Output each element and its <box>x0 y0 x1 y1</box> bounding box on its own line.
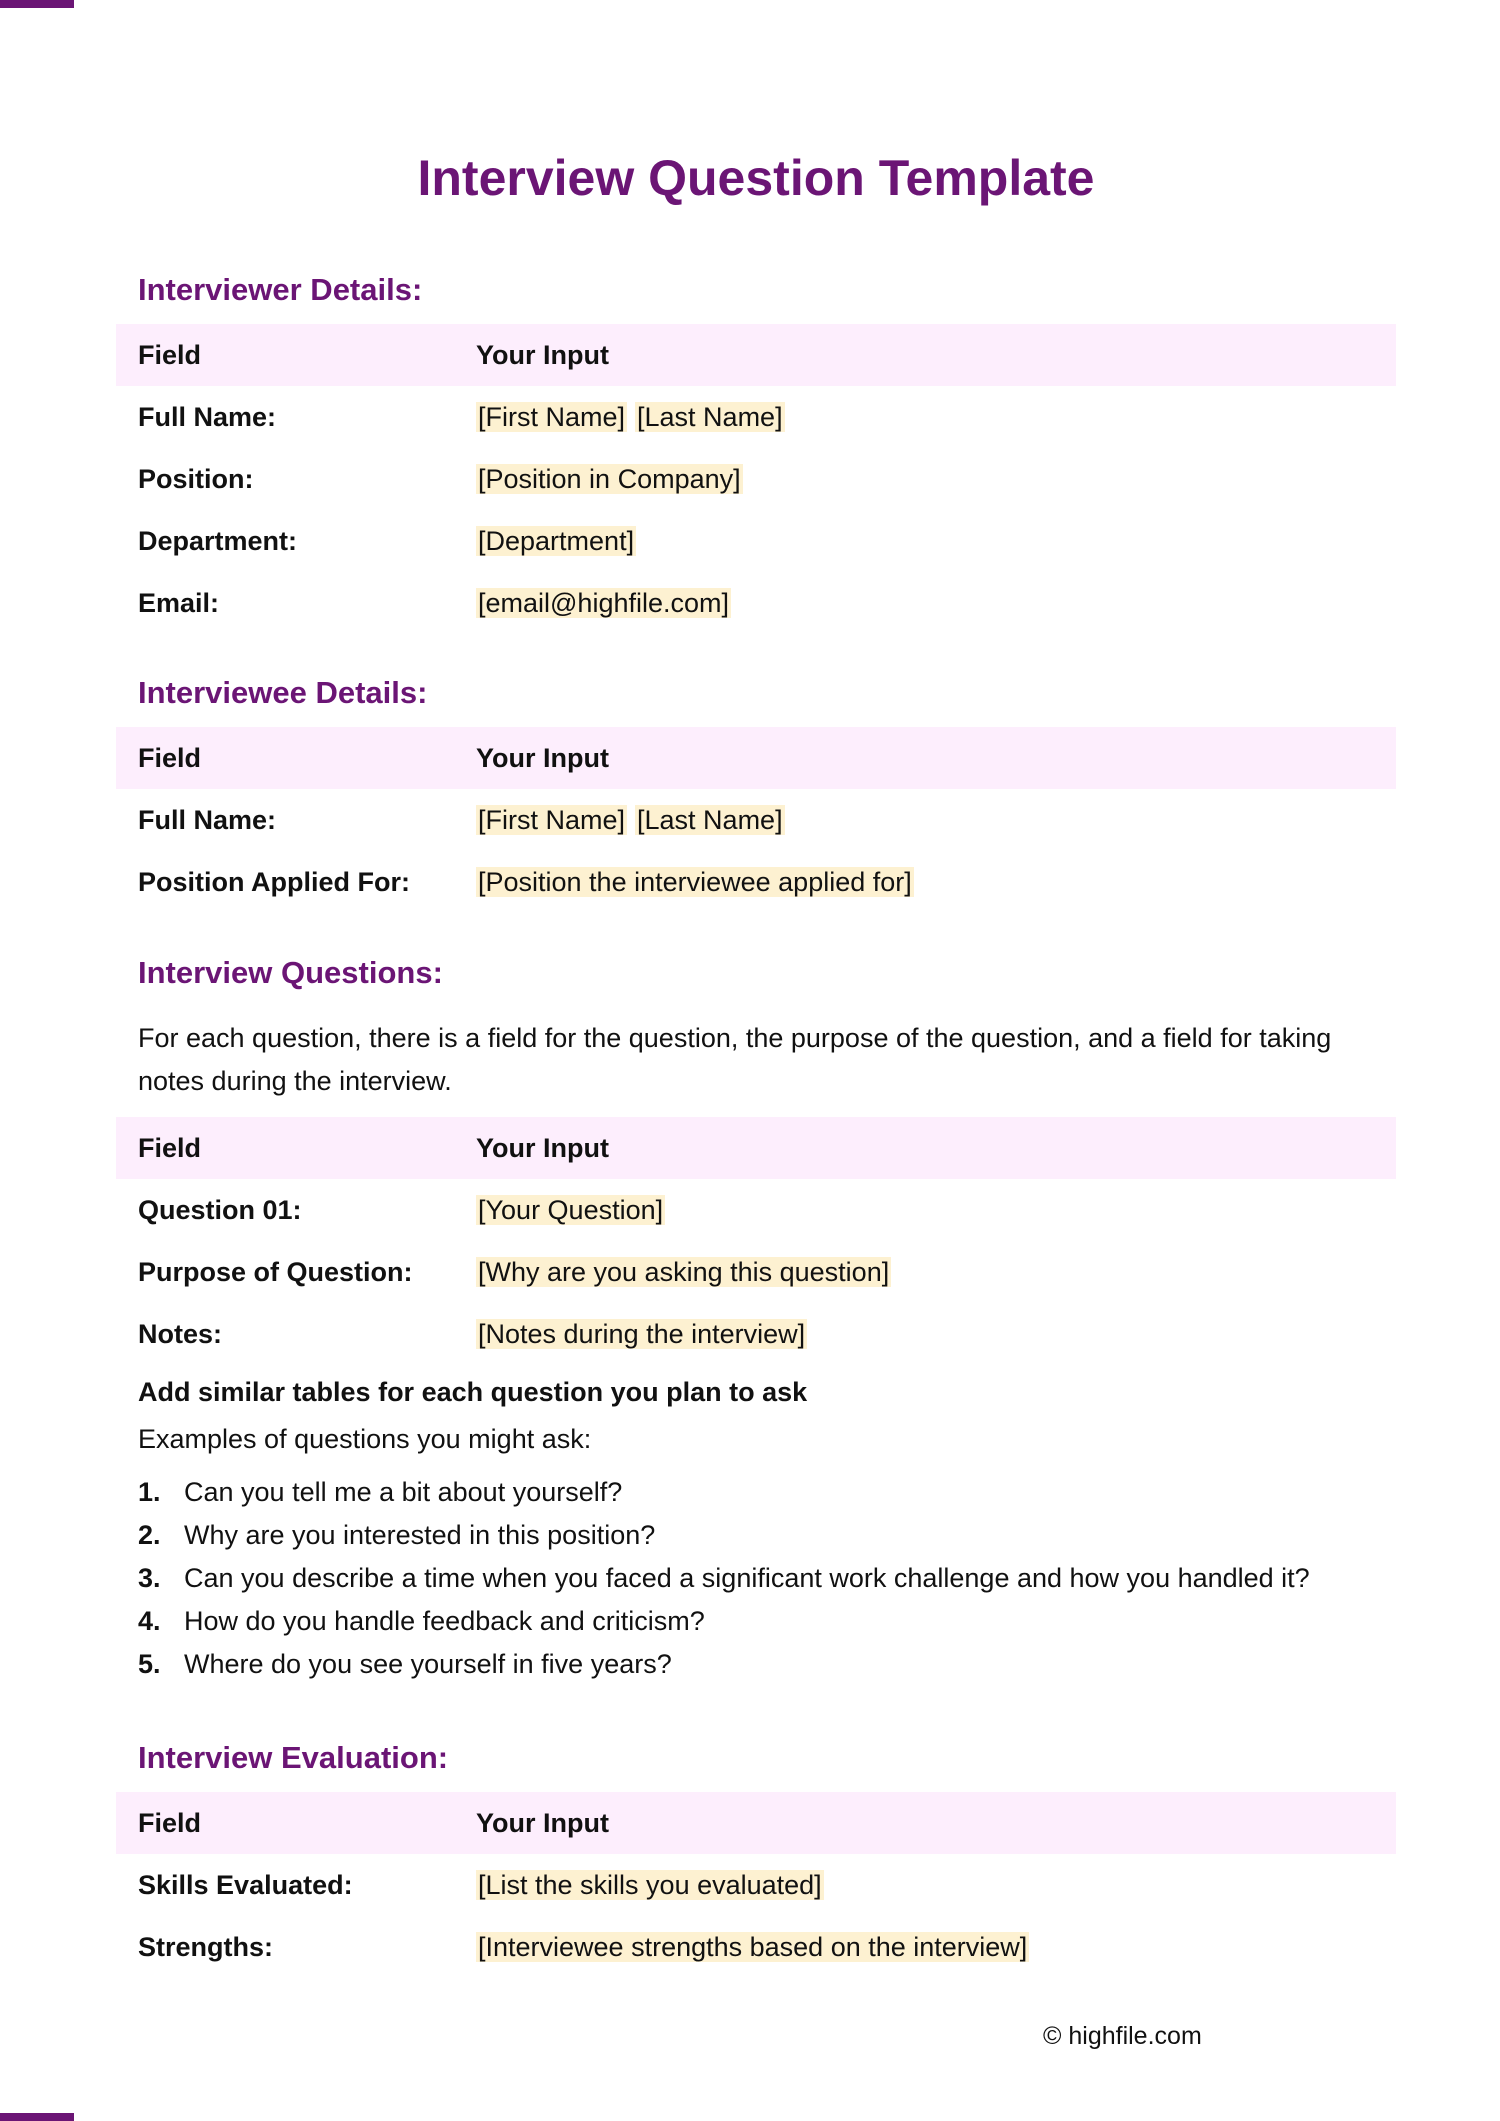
input-cell <box>476 1319 1396 1350</box>
placeholder-value[interactable]: [Why are you asking this question] <box>478 1256 890 1287</box>
field-label: Question 01: <box>138 1194 302 1225</box>
top-accent-bar <box>0 0 74 8</box>
table-header-row <box>116 727 1396 789</box>
list-item-number: 2. <box>138 1520 161 1550</box>
placeholder-value[interactable]: [Position in Company] <box>478 463 741 494</box>
header-input: Your Input <box>476 1807 609 1838</box>
header-input: Your Input <box>476 339 609 370</box>
interviewee-details-table <box>116 727 1396 913</box>
field-label: Position: <box>138 463 254 494</box>
example-questions-list <box>138 1471 1310 1686</box>
header-input: Your Input <box>476 742 609 773</box>
placeholder-value[interactable]: [Department] <box>478 525 635 556</box>
table-row <box>116 448 1396 510</box>
input-cell <box>476 464 1396 495</box>
input-cell <box>476 402 1396 433</box>
input-cell <box>476 867 1396 898</box>
list-item-text: Why are you interested in this position? <box>184 1520 656 1550</box>
input-cell <box>476 1257 1396 1288</box>
interview-questions-table <box>116 1117 1396 1365</box>
list-item-number: 5. <box>138 1649 161 1679</box>
header-field: Field <box>138 1807 202 1838</box>
table-row <box>116 386 1396 448</box>
table-row <box>116 1241 1396 1303</box>
list-item <box>138 1600 1310 1643</box>
list-item <box>138 1471 1310 1514</box>
interview-questions-heading: Interview Questions: <box>138 955 443 990</box>
input-cell <box>476 1932 1396 1963</box>
header-field: Field <box>138 1132 202 1163</box>
input-cell <box>476 805 1396 836</box>
interview-evaluation-table <box>116 1792 1396 1978</box>
list-item-number: 4. <box>138 1606 161 1636</box>
interviewer-details-table <box>116 324 1396 634</box>
input-cell <box>476 588 1396 619</box>
input-cell <box>476 1195 1396 1226</box>
placeholder-value[interactable]: [Last Name] <box>637 401 783 432</box>
list-item-text: Where do you see yourself in five years? <box>184 1649 672 1679</box>
header-field: Field <box>138 339 202 370</box>
field-label: Notes: <box>138 1318 223 1349</box>
input-cell <box>476 1870 1396 1901</box>
footer-copyright: © highfile.com <box>1043 2022 1202 2050</box>
table-row <box>116 1303 1396 1365</box>
interviewer-details-heading: Interviewer Details: <box>138 272 423 307</box>
examples-intro-text: Examples of questions you might ask: <box>138 1424 592 1454</box>
list-item-text: Can you tell me a bit about yourself? <box>184 1477 623 1507</box>
placeholder-value[interactable]: [Notes during the interview] <box>478 1318 806 1349</box>
field-label: Email: <box>138 587 220 618</box>
placeholder-value[interactable]: [email@highfile.com] <box>478 587 730 618</box>
table-row <box>116 510 1396 572</box>
list-item-text: Can you describe a time when you faced a significant work challenge and how you handled it? <box>184 1563 1310 1593</box>
bottom-accent-bar <box>0 2113 74 2121</box>
add-tables-note: Add similar tables for each question you plan to ask <box>138 1377 808 1407</box>
table-row <box>116 572 1396 634</box>
table-row <box>116 1179 1396 1241</box>
interview-evaluation-heading: Interview Evaluation: <box>138 1740 449 1775</box>
header-field: Field <box>138 742 202 773</box>
field-label: Full Name: <box>138 401 277 432</box>
placeholder-value[interactable]: [Interviewee strengths based on the interview] <box>478 1931 1028 1962</box>
list-item <box>138 1557 1310 1600</box>
placeholder-value[interactable]: [Position the interviewee applied for] <box>478 866 912 897</box>
list-item-number: 1. <box>138 1477 161 1507</box>
input-cell <box>476 526 1396 557</box>
table-row <box>116 1854 1396 1916</box>
placeholder-value[interactable]: [List the skills you evaluated] <box>478 1869 822 1900</box>
list-item <box>138 1514 1310 1557</box>
table-header-row <box>116 1117 1396 1179</box>
table-row <box>116 851 1396 913</box>
table-row <box>116 1916 1396 1978</box>
field-label: Position Applied For: <box>138 866 410 897</box>
interviewee-details-heading: Interviewee Details: <box>138 675 428 710</box>
list-item <box>138 1643 1310 1686</box>
field-label: Purpose of Question: <box>138 1256 413 1287</box>
field-label: Skills Evaluated: <box>138 1869 353 1900</box>
table-row <box>116 789 1396 851</box>
placeholder-value[interactable]: [Your Question] <box>478 1194 664 1225</box>
list-item-text: How do you handle feedback and criticism? <box>184 1606 705 1636</box>
list-item-number: 3. <box>138 1563 161 1593</box>
questions-intro-text: For each question, there is a field for the question, the purpose of the question, and a field for taking notes during the interview. <box>138 1023 1332 1096</box>
field-label: Department: <box>138 525 298 556</box>
field-label: Strengths: <box>138 1931 273 1962</box>
table-header-row <box>116 1792 1396 1854</box>
page-title: Interview Question Template <box>417 150 1095 206</box>
placeholder-value[interactable]: [First Name] <box>478 401 626 432</box>
table-header-row <box>116 324 1396 386</box>
field-label: Full Name: <box>138 804 277 835</box>
header-input: Your Input <box>476 1132 609 1163</box>
placeholder-value[interactable]: [Last Name] <box>637 804 783 835</box>
placeholder-value[interactable]: [First Name] <box>478 804 626 835</box>
